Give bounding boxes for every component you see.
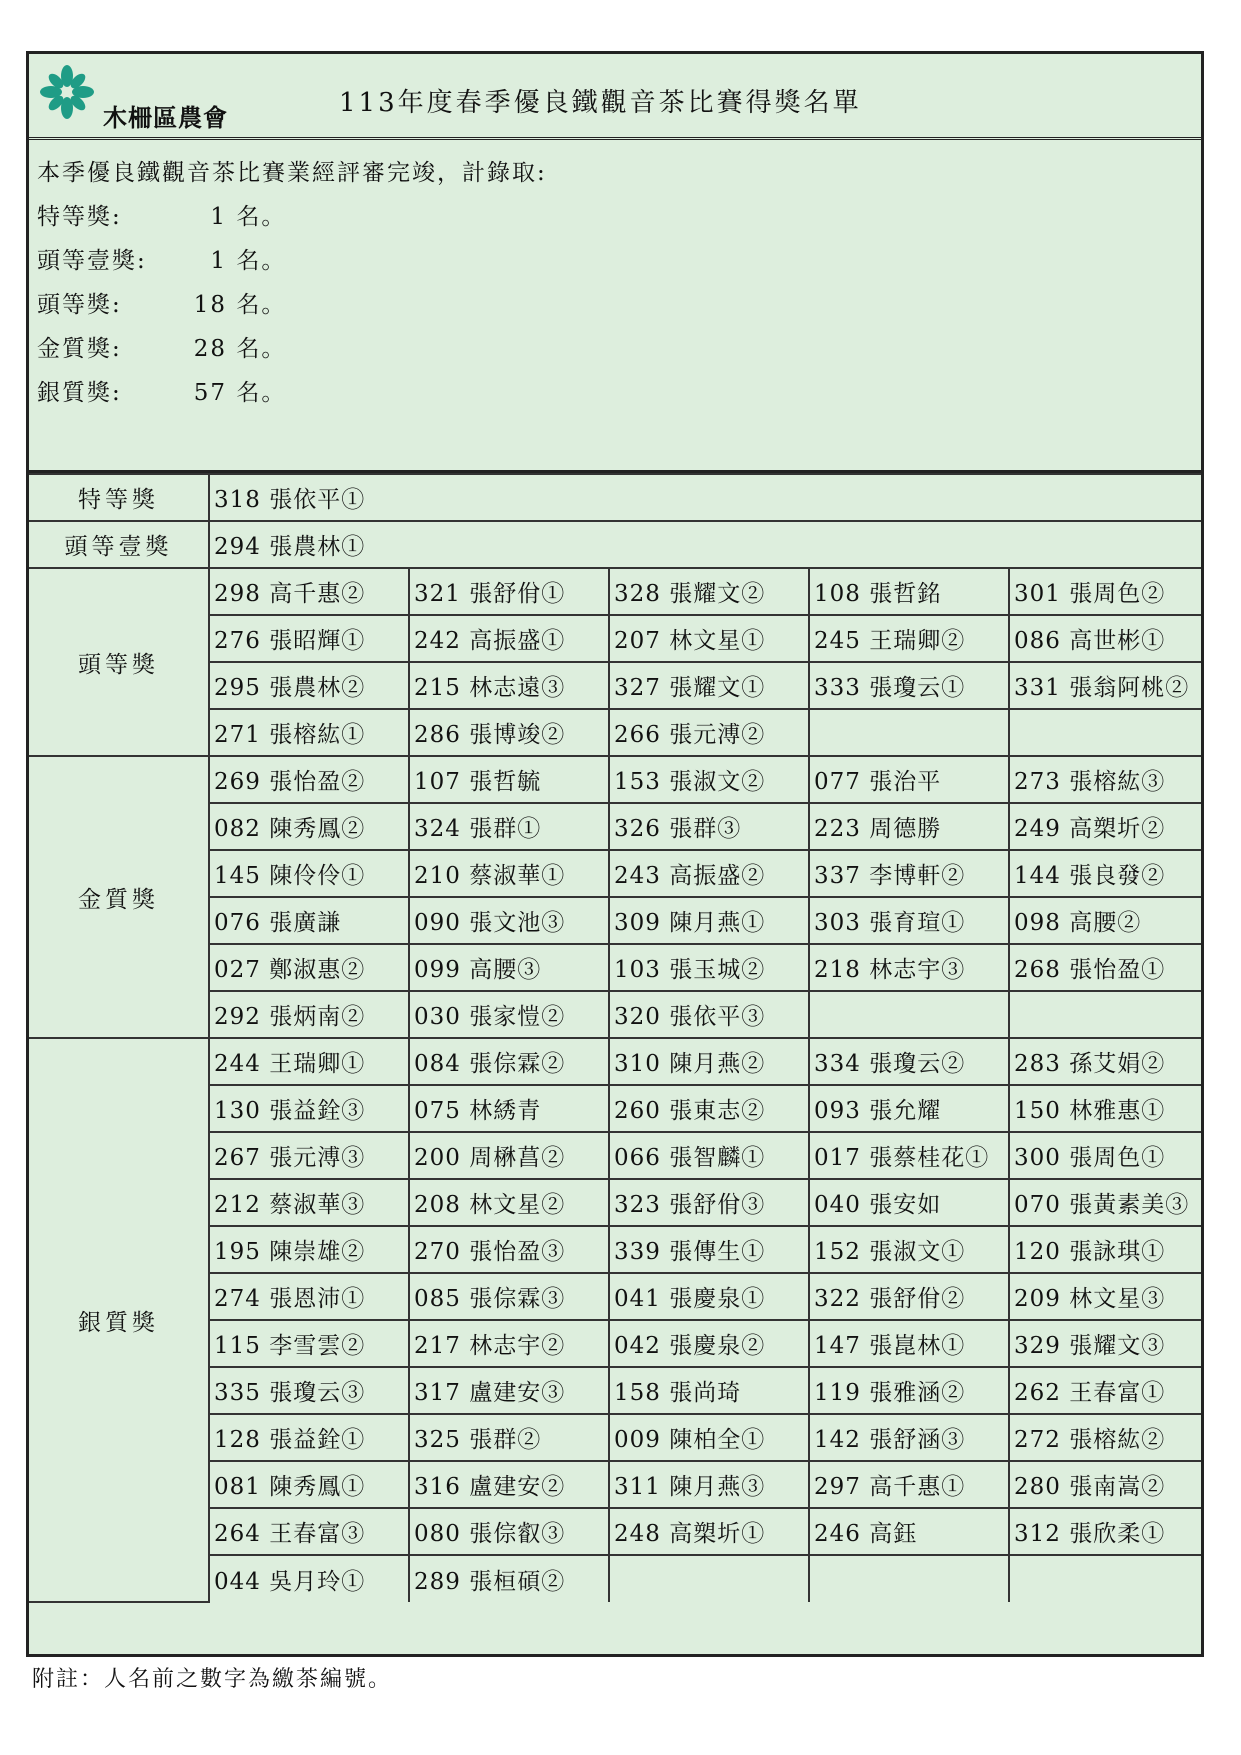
- award-entry: 077 張治平: [809, 756, 1009, 803]
- award-entry: 328 張耀文②: [609, 568, 809, 615]
- award-entry: 081 陳秀鳳①: [209, 1461, 409, 1508]
- summary-item: [37, 330, 1201, 374]
- award-entry: 119 張雅涵②: [809, 1367, 1009, 1414]
- award-entry: 209 林文星③: [1009, 1273, 1201, 1320]
- award-entry: 099 高腰③: [409, 944, 609, 991]
- award-entry: 150 林雅惠①: [1009, 1085, 1201, 1132]
- award-entry: 107 張哲毓: [409, 756, 609, 803]
- award-entry: 200 周楙菖②: [409, 1132, 609, 1179]
- summary-unit: 名。: [236, 204, 287, 230]
- summary-label: 銀質獎:: [37, 380, 122, 406]
- summary-label: 特等獎:: [37, 204, 122, 230]
- award-entry: 272 張榕紘②: [1009, 1414, 1201, 1461]
- award-entry: 320 張依平③: [609, 991, 809, 1038]
- award-entry: 066 張智麟①: [609, 1132, 809, 1179]
- award-entry: 298 高千惠②: [209, 568, 409, 615]
- award-entry: 086 高世彬①: [1009, 615, 1201, 662]
- page-title: 113年度春季優良鐵觀音茶比賽得獎名單: [339, 88, 862, 118]
- award-entry: 264 王春富③: [209, 1508, 409, 1555]
- award-entry: 322 張舒佾②: [809, 1273, 1009, 1320]
- org-name: 木柵區農會: [103, 104, 228, 132]
- award-entry: 090 張文池③: [409, 897, 609, 944]
- silver-award-row: [29, 1038, 1201, 1085]
- award-entry: 311 陳月燕③: [609, 1461, 809, 1508]
- award-entry: 270 張怡盈③: [409, 1226, 609, 1273]
- empty-cell: [1009, 991, 1201, 1038]
- award-entry: 009 陳柏全①: [609, 1414, 809, 1461]
- award-entry: 249 高槊圻②: [1009, 803, 1201, 850]
- category-first: 頭等獎: [29, 568, 209, 756]
- header: [29, 54, 1201, 140]
- award-entry: 243 高振盛②: [609, 850, 809, 897]
- empty-cell: [609, 1555, 809, 1602]
- summary-item: [37, 242, 1201, 286]
- award-entry: 312 張欣柔①: [1009, 1508, 1201, 1555]
- summary-label: 頭等壹獎:: [37, 248, 147, 274]
- empty-cell: [1009, 709, 1201, 756]
- award-entry: 309 陳月燕①: [609, 897, 809, 944]
- award-entry: 333 張瓊云①: [809, 662, 1009, 709]
- award-entry: 120 張詠琪①: [1009, 1226, 1201, 1273]
- summary-item: [37, 198, 1201, 242]
- summary-count: 57: [193, 380, 227, 406]
- award-entry: 310 陳月燕②: [609, 1038, 809, 1085]
- award-entry: 300 張周色①: [1009, 1132, 1201, 1179]
- award-entry: 040 張安如: [809, 1179, 1009, 1226]
- award-entry: 339 張傳生①: [609, 1226, 809, 1273]
- award-entry: 274 張恩沛①: [209, 1273, 409, 1320]
- award-entry: 070 張黃素美③: [1009, 1179, 1201, 1226]
- award-entry: 292 張炳南②: [209, 991, 409, 1038]
- award-entry: 286 張博竣②: [409, 709, 609, 756]
- empty-cell: [809, 1555, 1009, 1602]
- award-entry: 080 張倧叡③: [409, 1508, 609, 1555]
- award-entry: 317 盧建安③: [409, 1367, 609, 1414]
- summary-item: [37, 374, 1201, 418]
- tea-leaf-logo-icon: [39, 64, 95, 120]
- category-first-one: 頭等壹獎: [29, 521, 209, 568]
- award-entry: 075 林綉青: [409, 1085, 609, 1132]
- award-entry: 248 高槊圻①: [609, 1508, 809, 1555]
- award-entry: 283 孫艾娟②: [1009, 1038, 1201, 1085]
- summary-unit: 名。: [236, 380, 287, 406]
- award-entry: 103 張玉城②: [609, 944, 809, 991]
- award-entry: 273 張榕紘③: [1009, 756, 1201, 803]
- summary-unit: 名。: [236, 336, 287, 362]
- summary-intro: 本季優良鐵觀音茶比賽業經評審完竣，計錄取:: [37, 160, 547, 186]
- award-entry: 245 王瑞卿②: [809, 615, 1009, 662]
- award-entry: 271 張榕紘①: [209, 709, 409, 756]
- empty-cell: [809, 709, 1009, 756]
- award-summary: [29, 140, 1201, 473]
- award-entry: 142 張舒涵③: [809, 1414, 1009, 1461]
- award-entry: 331 張翁阿桃②: [1009, 662, 1201, 709]
- farmers-association-logo: [39, 64, 239, 132]
- summary-item: [37, 286, 1201, 330]
- award-entry: 208 林文星②: [409, 1179, 609, 1226]
- category-special: 特等獎: [29, 474, 209, 521]
- category-silver: 銀質獎: [29, 1038, 209, 1602]
- summary-label: 頭等獎:: [37, 292, 122, 318]
- award-entry: 084 張倧霖②: [409, 1038, 609, 1085]
- award-sheet: [26, 51, 1204, 1657]
- award-entry: 153 張淑文②: [609, 756, 809, 803]
- award-entry: 128 張益銓①: [209, 1414, 409, 1461]
- gold-award-row: [29, 756, 1201, 803]
- award-entry: 195 陳崇雄②: [209, 1226, 409, 1273]
- award-entry: 269 張怡盈②: [209, 756, 409, 803]
- award-entry: 042 張慶泉②: [609, 1320, 809, 1367]
- summary-count: 18: [193, 292, 227, 318]
- award-entry: 323 張舒佾③: [609, 1179, 809, 1226]
- empty-cell: [1009, 1555, 1201, 1602]
- summary-count: 1: [210, 248, 227, 274]
- award-entry: 294 張農林①: [209, 521, 1201, 568]
- award-entry: 289 張桓碩②: [409, 1555, 609, 1602]
- award-entry: 044 吳月玲①: [209, 1555, 409, 1602]
- award-entry: 316 盧建安②: [409, 1461, 609, 1508]
- award-entry: 147 張崑林①: [809, 1320, 1009, 1367]
- award-entry: 085 張倧霖③: [409, 1273, 609, 1320]
- empty-cell: [809, 991, 1009, 1038]
- award-entry: 295 張農林②: [209, 662, 409, 709]
- first-award-row: [29, 568, 1201, 615]
- award-entry: 242 高振盛①: [409, 615, 609, 662]
- award-entry: 145 陳伶伶①: [209, 850, 409, 897]
- award-entry: 108 張哲銘: [809, 568, 1009, 615]
- award-entry: 223 周德勝: [809, 803, 1009, 850]
- award-entry: 318 張依平①: [209, 474, 1201, 521]
- award-entry: 030 張家愷②: [409, 991, 609, 1038]
- summary-unit: 名。: [236, 292, 287, 318]
- award-table-body: [29, 474, 1201, 1602]
- summary-count: 28: [193, 336, 227, 362]
- award-entry: 144 張良發②: [1009, 850, 1201, 897]
- award-entry: 334 張瓊云②: [809, 1038, 1009, 1085]
- award-entry: 093 張允耀: [809, 1085, 1009, 1132]
- award-entry: 215 林志遠③: [409, 662, 609, 709]
- summary-count: 1: [210, 204, 227, 230]
- award-entry: 325 張群②: [409, 1414, 609, 1461]
- award-entry: 267 張元溥③: [209, 1132, 409, 1179]
- award-entry: 329 張耀文③: [1009, 1320, 1201, 1367]
- category-gold: 金質獎: [29, 756, 209, 1038]
- award-entry: 262 王春富①: [1009, 1367, 1201, 1414]
- award-entry: 327 張耀文①: [609, 662, 809, 709]
- award-entry: 017 張蔡桂花①: [809, 1132, 1009, 1179]
- award-entry: 212 蔡淑華③: [209, 1179, 409, 1226]
- award-entry: 158 張尚琦: [609, 1367, 809, 1414]
- first-one-award-row: [29, 521, 1201, 568]
- award-entry: 218 林志宇③: [809, 944, 1009, 991]
- award-entry: 027 鄭淑惠②: [209, 944, 409, 991]
- award-entry: 082 陳秀鳳②: [209, 803, 409, 850]
- award-table: [29, 473, 1201, 1603]
- award-entry: 217 林志宇②: [409, 1320, 609, 1367]
- award-entry: 152 張淑文①: [809, 1226, 1009, 1273]
- award-entry: 321 張舒佾①: [409, 568, 609, 615]
- summary-unit: 名。: [236, 248, 287, 274]
- award-entry: 297 高千惠①: [809, 1461, 1009, 1508]
- award-entry: 260 張東志②: [609, 1085, 809, 1132]
- special-award-row: [29, 474, 1201, 521]
- award-entry: 324 張群①: [409, 803, 609, 850]
- award-entry: 246 高鈺: [809, 1508, 1009, 1555]
- award-entry: 303 張育瑄①: [809, 897, 1009, 944]
- award-entry: 115 李雪雲②: [209, 1320, 409, 1367]
- award-entry: 130 張益銓③: [209, 1085, 409, 1132]
- summary-label: 金質獎:: [37, 336, 122, 362]
- footnote: 附註：人名前之數字為繳茶編號。: [32, 1667, 393, 1692]
- award-entry: 335 張瓊云③: [209, 1367, 409, 1414]
- award-entry: 098 高腰②: [1009, 897, 1201, 944]
- award-entry: 276 張昭輝①: [209, 615, 409, 662]
- award-entry: 266 張元溥②: [609, 709, 809, 756]
- award-entry: 301 張周色②: [1009, 568, 1201, 615]
- award-entry: 268 張怡盈①: [1009, 944, 1201, 991]
- award-entry: 280 張南嵩②: [1009, 1461, 1201, 1508]
- award-entry: 337 李博軒②: [809, 850, 1009, 897]
- award-entry: 210 蔡淑華①: [409, 850, 609, 897]
- award-entry: 326 張群③: [609, 803, 809, 850]
- award-entry: 244 王瑞卿①: [209, 1038, 409, 1085]
- award-entry: 041 張慶泉①: [609, 1273, 809, 1320]
- award-entry: 076 張廣謙: [209, 897, 409, 944]
- award-entry: 207 林文星①: [609, 615, 809, 662]
